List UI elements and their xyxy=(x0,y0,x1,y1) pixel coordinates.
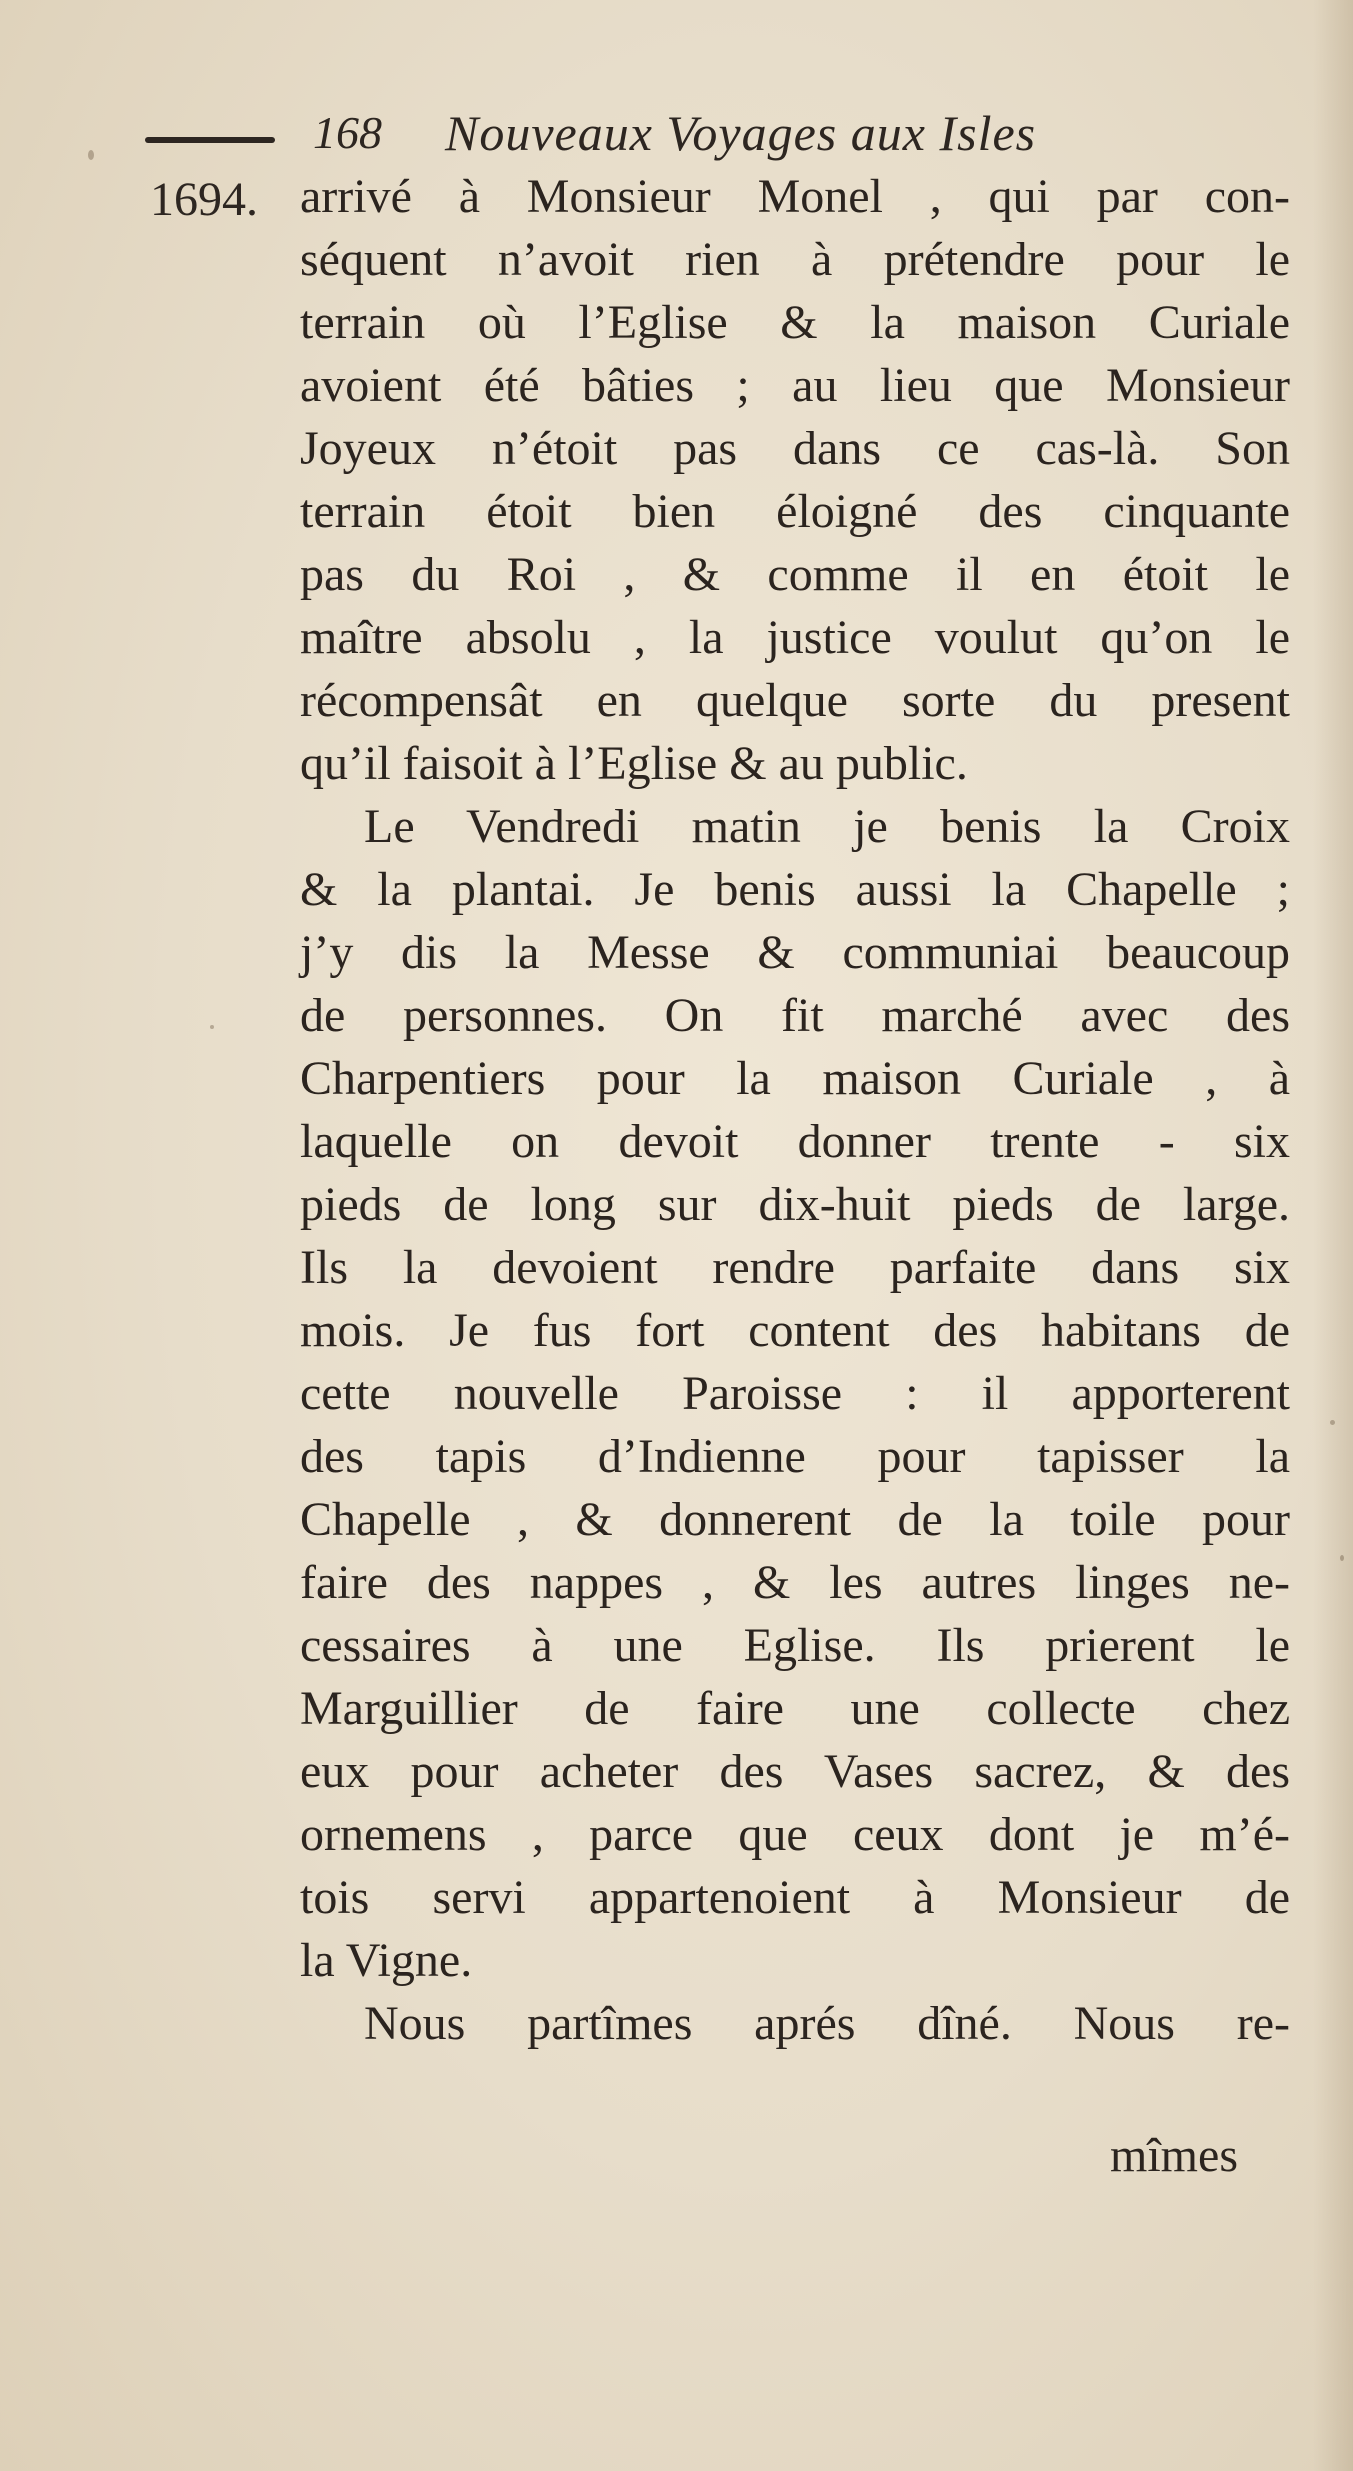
text-line: qu’il faisoit à l’Eglise & au public. xyxy=(300,737,968,790)
catchword: mîmes xyxy=(1110,2129,1238,2182)
text-line: de personnes. On fit marché avec des xyxy=(300,989,1290,1042)
text-line: maître absolu , la justice voulut qu’on le xyxy=(300,611,1290,664)
text-line: & la plantai. Je benis aussi la Chapelle ; xyxy=(300,863,1290,916)
text-line: Joyeux n’étoit pas dans ce cas-là. Son xyxy=(300,422,1290,475)
paper-speck xyxy=(1340,1555,1344,1561)
text-line: arrivé à Monsieur Monel , qui par con- xyxy=(300,170,1290,223)
text-line: Charpentiers pour la maison Curiale , à xyxy=(300,1052,1290,1105)
text-line: mois. Je fus fort content des habitans de xyxy=(300,1304,1290,1357)
paper-speck xyxy=(88,150,94,160)
text-line: Nous partîmes aprés dîné. Nous re- xyxy=(364,1997,1290,2050)
text-line: j’y dis la Messe & communiai beaucoup xyxy=(300,926,1290,979)
text-line: Marguillier de faire une collecte chez xyxy=(300,1682,1290,1735)
text-line: Le Vendredi matin je benis la Croix xyxy=(364,800,1290,853)
text-line: des tapis d’Indienne pour tapisser la xyxy=(300,1430,1290,1483)
text-line: pas du Roi , & comme il en étoit le xyxy=(300,548,1290,601)
text-line: terrain étoit bien éloigné des cinquante xyxy=(300,485,1290,538)
margin-year: 1694. xyxy=(150,173,258,226)
text-line: avoient été bâties ; au lieu que Monsieur xyxy=(300,359,1290,412)
header-rule xyxy=(145,137,275,143)
text-line: pieds de long sur dix-huit pieds de large. xyxy=(300,1178,1290,1231)
text-line: Chapelle , & donnerent de la toile pour xyxy=(300,1493,1290,1546)
text-line: laquelle on devoit donner trente - six xyxy=(300,1115,1290,1168)
text-line: Ils la devoient rendre parfaite dans six xyxy=(300,1241,1290,1294)
page-number: 168 xyxy=(313,107,382,158)
running-header xyxy=(145,100,1225,170)
text-line: récompensât en quelque sorte du present xyxy=(300,674,1290,727)
text-line: terrain où l’Eglise & la maison Curiale xyxy=(300,296,1290,349)
text-line: cette nouvelle Paroisse : il apporterent xyxy=(300,1367,1290,1420)
text-line: tois servi appartenoient à Monsieur de xyxy=(300,1871,1290,1924)
running-title: Nouveaux Voyages aux Isles xyxy=(445,105,1037,161)
text-line: faire des nappes , & les autres linges ne- xyxy=(300,1556,1290,1609)
paper-speck xyxy=(1330,1420,1335,1425)
text-line: eux pour acheter des Vases sacrez, & des xyxy=(300,1745,1290,1798)
body-text xyxy=(300,165,1290,2055)
paper-speck xyxy=(210,1025,214,1029)
text-line: séquent n’avoit rien à prétendre pour le xyxy=(300,233,1290,286)
text-line: ornemens , parce que ceux dont je m’é- xyxy=(300,1808,1290,1861)
text-line: la Vigne. xyxy=(300,1934,473,1987)
text-line: cessaires à une Eglise. Ils prierent le xyxy=(300,1619,1290,1672)
page-edge-shadow xyxy=(1313,0,1353,2471)
